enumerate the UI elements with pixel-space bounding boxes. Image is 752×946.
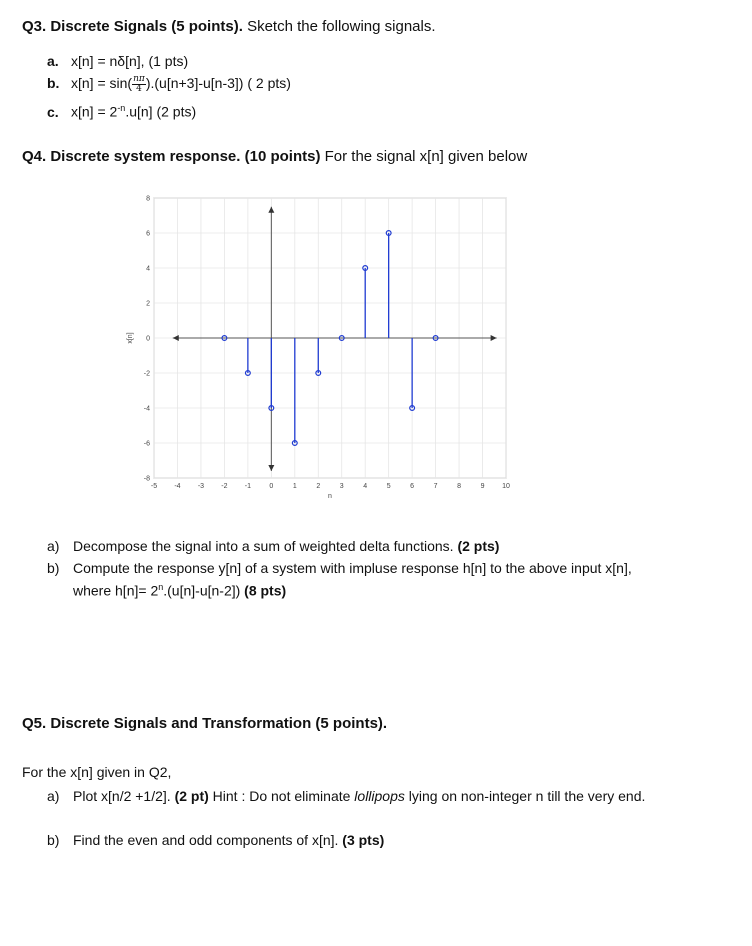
y-tick-label: -8 xyxy=(143,475,150,483)
x-tick-label: 10 xyxy=(502,483,510,490)
q4-title xyxy=(22,148,527,165)
q5-part-a xyxy=(47,788,645,804)
q5-part-a-italic: lollipops xyxy=(354,788,405,804)
x-tick-label: 6 xyxy=(410,483,415,490)
q3-item-b-fraction xyxy=(132,75,146,94)
q4-part-a-points: (2 pts) xyxy=(457,538,500,554)
q4-part-b-line2-post: .(u[n]-u[n-2]) xyxy=(163,582,245,599)
q3-item-c xyxy=(47,103,196,120)
q4-part-a-text: Decompose the signal into a sum of weighted delta functions. xyxy=(73,538,458,554)
x-tick-label: 7 xyxy=(433,483,438,490)
x-tick-label: -2 xyxy=(221,483,228,490)
q4-part-b-points: (8 pts) xyxy=(244,582,287,599)
q3-item-a-label: a. xyxy=(47,53,59,69)
x-tick-label: -1 xyxy=(244,483,251,490)
q5-title xyxy=(22,715,387,732)
q5-part-a-points: (2 pt) xyxy=(174,788,209,804)
y-tick-label: 4 xyxy=(146,265,150,273)
q5-part-a-pre: Plot x[n/2 +1/2]. xyxy=(73,788,175,804)
q4-title-bold: Q4. Discrete system response. (10 points) xyxy=(22,148,321,165)
q5-part-b-label: b) xyxy=(47,832,60,848)
q5-part-b xyxy=(47,832,384,848)
q3-item-b xyxy=(47,75,291,94)
q4-part-a xyxy=(47,538,499,554)
q3-item-b-post: ).(u[n+3]-u[n-3]) ( 2 pts) xyxy=(145,75,291,92)
stem-chart xyxy=(110,185,530,505)
x-tick-label: 3 xyxy=(339,483,344,490)
q5-part-b-pre: Find the even and odd components of x[n]. xyxy=(73,832,343,848)
y-tick-label: -2 xyxy=(143,370,150,378)
x-axis-label: n xyxy=(328,493,332,500)
x-tick-label: 5 xyxy=(386,483,391,490)
q5-intro: For the x[n] given in Q2, xyxy=(22,764,172,780)
x-tick-label: 1 xyxy=(292,483,297,490)
q5-title-bold: Q5. Discrete Signals and Transformation (5 points). xyxy=(22,715,388,732)
x-tick-label: 8 xyxy=(457,483,462,490)
y-tick-label: -6 xyxy=(143,440,150,448)
q3-title-rest: Sketch the following signals. xyxy=(242,18,436,35)
y-tick-label: -4 xyxy=(143,405,150,413)
x-tick-label: -5 xyxy=(150,483,158,490)
q4-part-b-line2-pre: where h[n]= 2 xyxy=(73,582,159,599)
x-tick-label: 0 xyxy=(269,483,274,490)
q4-part-b-text: Compute the response y[n] of a system with impluse response h[n] to the above input x[n], xyxy=(73,560,632,576)
q3-item-a xyxy=(47,53,188,69)
q4-part-b-line2-sup: n xyxy=(158,582,164,592)
q3-item-c-label: c. xyxy=(47,103,59,120)
y-axis-label: x[n] xyxy=(127,332,134,344)
q4-part-b xyxy=(47,560,632,576)
y-tick-label: 8 xyxy=(146,195,150,203)
q5-part-a-mid: Hint : Do not eliminate xyxy=(208,788,355,804)
q3-item-a-text: x[n] = nδ[n], (1 pts) xyxy=(71,53,189,69)
y-tick-label: 6 xyxy=(146,230,150,238)
x-tick-label: -4 xyxy=(174,483,181,490)
fraction-numerator: nπ xyxy=(133,74,145,84)
x-tick-label: 9 xyxy=(480,483,485,490)
q3-item-c-post: .u[n] (2 pts) xyxy=(125,103,197,120)
q3-item-c-pre: x[n] = 2 xyxy=(71,103,118,120)
y-tick-label: 2 xyxy=(146,300,150,308)
q5-part-a-label: a) xyxy=(47,788,60,804)
x-tick-label: -3 xyxy=(197,483,205,490)
q4-part-b-line2 xyxy=(73,582,286,599)
q3-title xyxy=(22,18,436,35)
q3-item-b-pre: x[n] = sin( xyxy=(71,75,133,92)
q3-item-b-label: b. xyxy=(47,75,60,92)
q3-title-bold: Q3. Discrete Signals (5 points). xyxy=(22,18,243,35)
q3-item-c-sup: -n xyxy=(117,103,126,113)
q4-title-rest: For the signal x[n] given below xyxy=(320,148,528,165)
q4-part-b-label: b) xyxy=(47,560,60,576)
x-tick-label: 2 xyxy=(316,483,321,490)
q4-part-a-label: a) xyxy=(47,538,60,554)
q5-part-b-points: (3 pts) xyxy=(342,832,385,848)
x-tick-label: 4 xyxy=(363,483,368,490)
fraction-denominator: 4 xyxy=(136,84,142,94)
q5-part-a-post: lying on non-integer n till the very end. xyxy=(404,788,646,804)
y-tick-label: 0 xyxy=(146,335,150,343)
